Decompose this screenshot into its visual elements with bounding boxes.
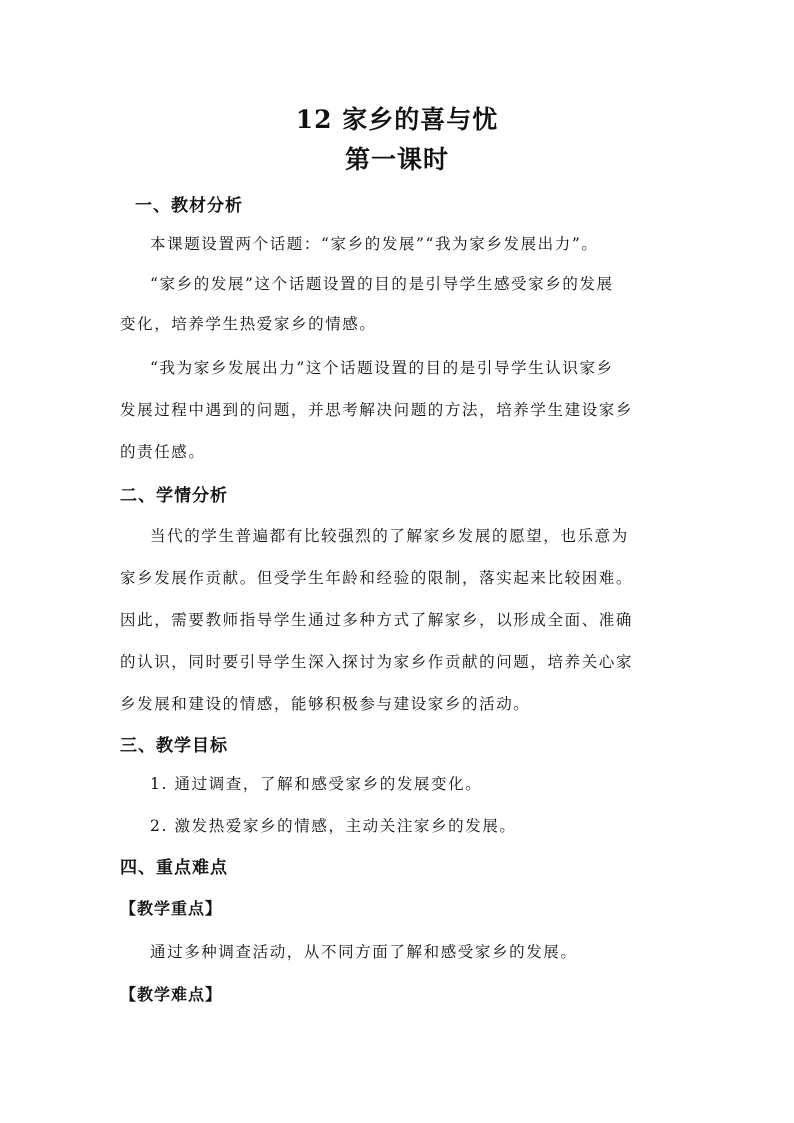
section-heading-key-difficulties: 四、重点难点: [120, 858, 228, 878]
paragraph-line: 发展过程中遇到的问题，并思考解决问题的方法，培养学生建设家乡: [120, 401, 634, 419]
paragraph-line: 因此，需要教师指导学生通过多种方式了解家乡，以形成全面、准确: [120, 611, 634, 629]
section-heading-textbook-analysis: 一、教材分析: [135, 196, 243, 216]
key-point-label: 【教学重点】: [120, 899, 223, 918]
paragraph-line: 的认识，同时要引导学生深入探讨为家乡作贡献的问题，培养关心家: [120, 653, 634, 671]
document-title: 12 家乡的喜与忧: [295, 105, 499, 134]
paragraph-line: 本课题设置两个话题：“家乡的发展”“我为家乡发展出力”。: [150, 235, 599, 253]
paragraph-line: “我为家乡发展出力”这个话题设置的目的是引导学生认识家乡: [150, 359, 614, 377]
section-heading-teaching-goals: 三、教学目标: [120, 736, 228, 756]
difficulty-label: 【教学难点】: [120, 985, 223, 1004]
paragraph-line: 的责任感。: [120, 443, 206, 461]
key-point-text: 通过多种调查活动，从不同方面了解和感受家乡的发展。: [150, 943, 578, 961]
section-heading-student-analysis: 二、学情分析: [120, 486, 228, 506]
goal-item: 2. 激发热爱家乡的情感，主动关注家乡的发展。: [150, 817, 517, 835]
paragraph-line: “家乡的发展”这个话题设置的目的是引导学生感受家乡的发展: [150, 275, 614, 293]
goal-item: 1. 通过调查，了解和感受家乡的发展变化。: [150, 775, 483, 793]
paragraph-line: 当代的学生普遍都有比较强烈的了解家乡发展的愿望，也乐意为: [150, 527, 629, 545]
paragraph-line: 家乡发展作贡献。但受学生年龄和经验的限制，落实起来比较困难。: [120, 569, 634, 587]
document-subtitle: 第一课时: [344, 145, 449, 174]
paragraph-line: 变化，培养学生热爱家乡的情感。: [120, 315, 377, 333]
paragraph-line: 乡发展和建设的情感，能够积极参与建设家乡的活动。: [120, 695, 531, 713]
